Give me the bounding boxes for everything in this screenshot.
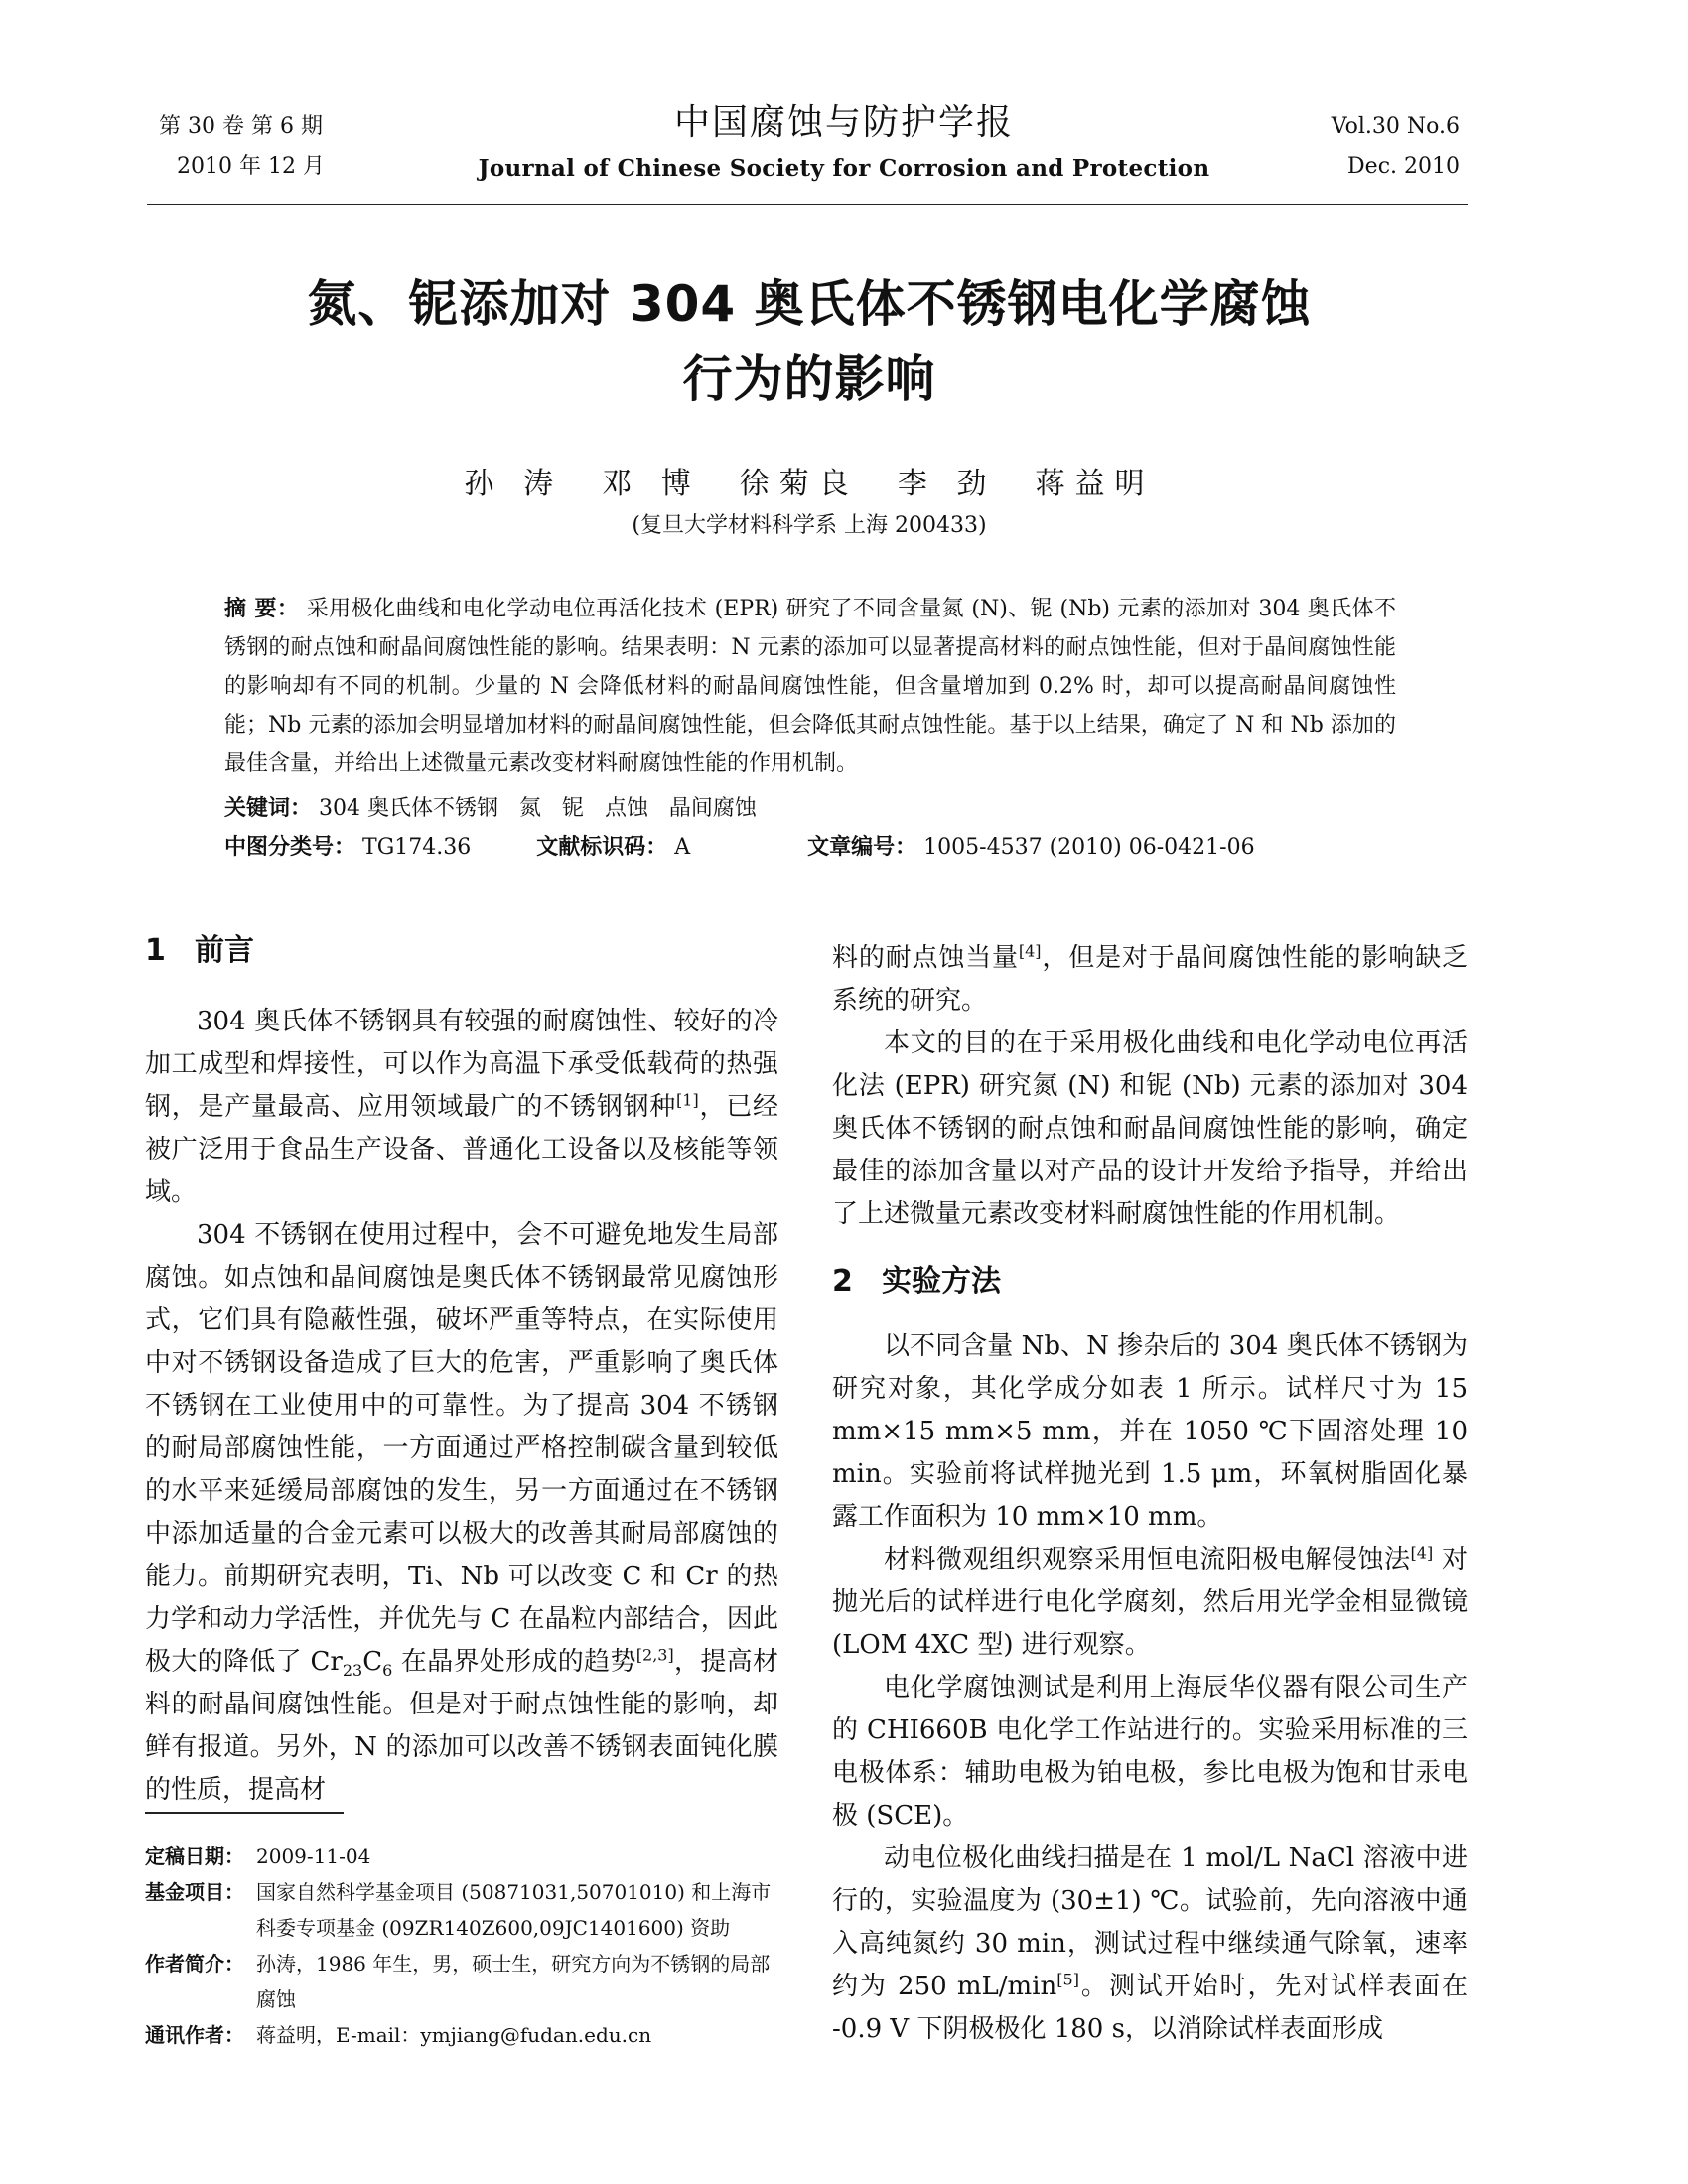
keywords <box>224 789 1396 828</box>
abstract-text: 采用极化曲线和电化学动电位再活化技术 (EPR) 研究了不同含量氮 (N)、铌 (Nb) 元素的添加对 304 奥氏体不锈钢的耐点蚀和耐晶间腐蚀性能的影响。结果表明：N 元素的添加可以显著提高材料的耐点蚀性能，但对于晶间腐蚀性能的影响却有不同的机制。少量的 N 会降低材料的耐晶间腐蚀性能，但含量增加到 0.2% 时，却可以提高耐晶间腐蚀性能；Nb 元素的添加会明显增加材料的耐晶间腐蚀性能，但会降低其耐点蚀性能。基于以上结果，确定了 N 和 Nb 添加的最佳含量，并给出上述微量元素改变材料耐腐蚀性能的作用机制。 <box>224 597 1396 776</box>
journal-issue-en <box>1291 107 1460 187</box>
footnotes <box>145 1839 780 2053</box>
abstract-label: 摘 要： <box>224 597 300 621</box>
section-1-title: 前言 <box>195 933 254 968</box>
section-1-heading <box>145 931 778 971</box>
section-2-number: 2 <box>832 1264 853 1298</box>
intro-paragraph-3: 本文的目的在于采用极化曲线和电化学动电位再活化法 (EPR) 研究氮 (N) 和铌 (Nb) 元素的添加对 304 奥氏体不锈钢的耐点蚀和耐晶间腐蚀性能的影响，确定最佳的添加含量以对产品的设计开发给予指导，并给出了上述微量元素改变材料耐腐蚀性能的作用机制。 <box>832 1028 1468 1229</box>
classification-line <box>224 828 1396 867</box>
title-line-2: 行为的影响 <box>682 350 936 408</box>
article-number-value: 1005-4537 (2010) 06-0421-06 <box>923 835 1255 860</box>
paper-title <box>149 266 1470 417</box>
date-en: Dec. 2010 <box>1347 154 1460 179</box>
article-number-label: 文章编号： <box>807 835 917 860</box>
section-2-title: 实验方法 <box>882 1264 1001 1298</box>
footnote-author-bio: 作者简介： 孙涛，1986 年生，男，硕士生，研究方向为不锈钢的局部腐蚀 <box>145 1952 771 2011</box>
journal-name-en: Journal of Chinese Society for Corrosion and Protection <box>478 155 1210 182</box>
affiliation: (复旦大学材料科学系 上海 200433) <box>632 513 987 538</box>
clc-value: TG174.36 <box>362 835 472 860</box>
citation-4: [4] <box>1018 941 1042 961</box>
journal-name <box>467 99 1221 189</box>
keywords-text: 304 奥氏体不锈钢 氮 铌 点蚀 晶间腐蚀 <box>319 796 757 821</box>
doc-code-value: A <box>674 835 691 860</box>
title-line-1: 氮、铌添加对 304 奥氏体不锈钢电化学腐蚀 <box>307 275 1312 333</box>
volume-en: Vol.30 No.6 <box>1331 114 1460 139</box>
footnote-fund: 基金项目： 国家自然科学基金项目 (50871031,50701010) 和上海市科委专项基金 (09ZR140Z600,09JC1401600) 资助 <box>145 1880 772 1940</box>
methods-paragraph-1: 以不同含量 Nb、N 掺杂后的 304 奥氏体不锈钢为研究对象，其化学成分如表 1 所示。试样尺寸为 15 mm×15 mm×5 mm，并在 1050 ℃下固溶处理 10 min。实验前将试样抛光到 1.5 μm，环氧树脂固化暴露工作面积为 10 mm×10 mm。 <box>832 1331 1468 1532</box>
header-rule <box>147 204 1468 205</box>
intro-paragraph-1: 304 奥氏体不锈钢具有较强的耐腐蚀性、较好的冷加工成型和焊接性，可以作为高温下承受低载荷的热强钢，是产量最高、应用领域最广的不锈钢钢种[1]，已经被广泛用于食品生产设备、普通化工设备以及核能等领域。 <box>145 1007 778 1207</box>
section-1-number: 1 <box>145 933 166 968</box>
footnote-contact: 通讯作者： 蒋益明，E-mail：ymjiang@fudan.edu.cn <box>145 2023 652 2047</box>
abstract <box>224 590 1396 783</box>
keywords-label: 关键词： <box>224 796 313 821</box>
journal-issue-zh <box>159 107 325 187</box>
footnote-rule <box>145 1812 344 1814</box>
citation-1: [1] <box>676 1090 699 1110</box>
journal-name-zh: 中国腐蚀与防护学报 <box>673 102 1014 143</box>
intro-paragraph-2-continued: 料的耐点蚀当量[4]，但是对于晶间腐蚀性能的影响缺乏系统的研究。 <box>832 941 1468 1016</box>
volume-zh: 第 30 卷 第 6 期 <box>159 114 323 139</box>
methods-paragraph-4: 动电位极化曲线扫描是在 1 mol/L NaCl 溶液中进行的，实验温度为 (30±1) ℃。试验前，先向溶液中通入高纯氮约 30 min，测试过程中继续通气除氧，速率约为 250 mL/min[5]。测试开始时，先对试样表面在 -0.9 V 下阴极极化 180 s，以消除试样表面形成 <box>832 1843 1468 2044</box>
date-zh: 2010 年 12 月 <box>177 154 325 179</box>
citation-4b: [4] <box>1410 1543 1434 1563</box>
authors: 孙 涛 邓 博 徐菊良 李 劲 蒋益明 <box>464 467 1155 501</box>
column-left <box>145 931 778 1812</box>
clc-label: 中图分类号： <box>224 835 356 860</box>
doc-code-label: 文献标识码： <box>536 835 668 860</box>
methods-paragraph-3: 电化学腐蚀测试是利用上海辰华仪器有限公司生产的 CHI660B 电化学工作站进行的。实验采用标准的三电极体系：辅助电极为铂电极，参比电极为饱和甘汞电极 (SCE)。 <box>832 1673 1468 1831</box>
section-2-heading <box>832 1262 1468 1301</box>
methods-paragraph-2: 材料微观组织观察采用恒电流阳极电解侵蚀法[4] 对抛光后的试样进行电化学腐刻，然后用光学金相显微镜 (LOM 4XC 型) 进行观察。 <box>832 1543 1468 1660</box>
footnote-received: 定稿日期： 2009-11-04 <box>145 1844 371 1868</box>
column-right <box>832 937 1468 2051</box>
intro-paragraph-2: 304 不锈钢在使用过程中，会不可避免地发生局部腐蚀。如点蚀和晶间腐蚀是奥氏体不锈钢最常见腐蚀形式，它们具有隐蔽性强，破坏严重等特点，在实际使用中对不锈钢设备造成了巨大的危害，严重影响了奥氏体不锈钢在工业使用中的可靠性。为了提高 304 不锈钢的耐局部腐蚀性能，一方面通过严格控制碳含量到较低的水平来延缓局部腐蚀的发生，另一方面通过在不锈钢中添加适量的合金元素可以极大的改善其耐局部腐蚀的能力。前期研究表明，Ti、Nb 可以改变 C 和 Cr 的热力学和动力学活性，并优先与 C 在晶粒内部结合，因此极大的降低了 $Cr_{23}C_6$ 在晶界处形成的趋势[2,3]，提高材料的耐晶间腐蚀性能。但是对于耐点蚀性能的影响，却鲜有报道。另外，N 的添加可以改善不锈钢表面钝化膜的性质，提高材 <box>145 1220 779 1805</box>
citation-2-3: [2,3] <box>635 1645 674 1665</box>
citation-5: [5] <box>1056 1970 1079 1989</box>
